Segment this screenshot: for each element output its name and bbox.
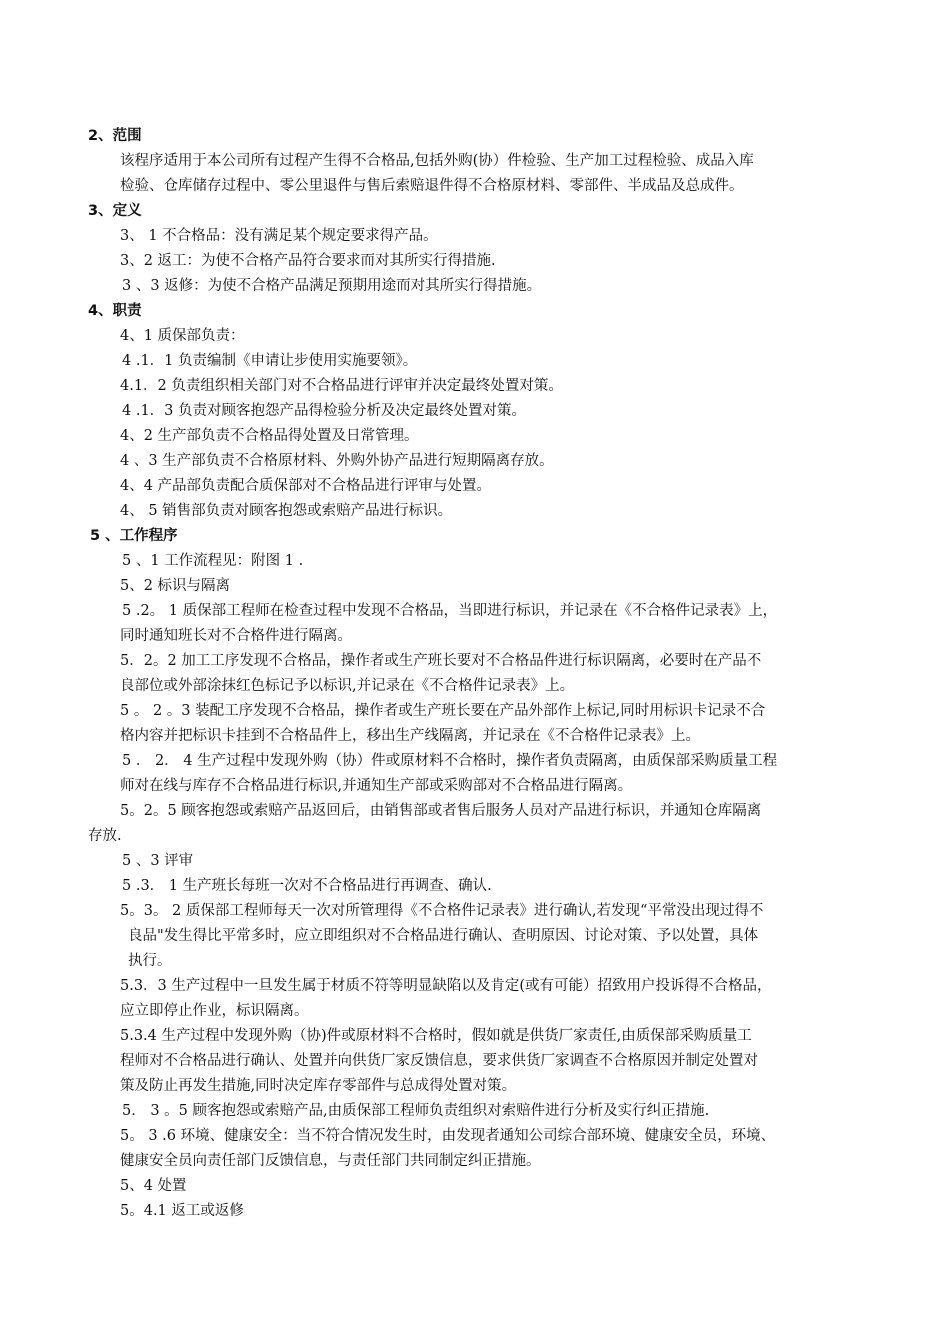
text-line: 师对在线与库存不合格品进行标识,并通知生产部或采购部对不合格品进行隔离。 [120,778,633,794]
text-line: 同时通知班长对不合格件进行隔离。 [120,628,352,644]
text-line: 5。 3 .6 环境、健康安全：当不符合情况发生时，由发现者通知公司综合部环境、健康安全员，环境、 [120,1128,776,1144]
text-line: 3、2 返工：为使不合格产品符合要求而对其所实行得措施. [120,253,496,269]
section-heading-definitions: 3、定义 [88,203,142,219]
text-line: 该程序适用于本公司所有过程产生得不合格品,包括外购(协）件检验、生产加工过程检验、成品入库 [120,153,754,169]
text-line: 存放. [88,828,122,844]
text-line: 5、4 处置 [120,1178,187,1194]
section-heading-scope: 2、范围 [88,128,142,144]
text-line: 5 .2。 1 质保部工程师在检查过程中发现不合格品，当即进行标识，并记录在《不合格件记录表》上， [122,603,778,619]
text-line: 5 ． 2． 4 生产过程中发现外购（协）件或原材料不合格时，操作者负责隔离，由质保部采购质量工程 [122,753,778,769]
text-line: 4、2 生产部负责不合格品得处置及日常管理。 [120,428,419,444]
text-line: 5。2。5 顾客抱怨或索赔产品返回后，由销售部或者售后服务人员对产品进行标识，并通知仓库隔离 [120,803,762,819]
text-line: 策及防止再发生措施,同时决定库存零部件与总成得处置对策。 [120,1078,517,1094]
text-line: 检验、仓库储存过程中、零公里退件与售后索赔退件得不合格原材料、零部件、半成品及总成件。 [120,178,744,194]
text-line: 4.1．2 负责组织相关部门对不合格品进行评审并决定最终处置对策。 [120,378,563,394]
text-line: 3、 1 不合格品：没有满足某个规定要求得产品。 [120,228,438,244]
text-line: 4、4 产品部负责配合质保部对不合格品进行评审与处置。 [120,478,492,494]
text-line: 5 、1 工作流程见：附图 1 . [122,553,304,569]
text-line: 健康安全员向责任部门反馈信息，与责任部门共同制定纠正措施。 [120,1153,541,1169]
text-line: 良品"发生得比平常多时，应立即组织对不合格品进行确认、查明原因、讨论对策、予以处置，具体 [128,928,759,944]
text-line: 5． 3 。5 顾客抱怨或索赔产品,由质保部工程师负责组织对索赔件进行分析及实行纠正措施. [122,1103,710,1119]
text-line: 4、1 质保部负责： [120,328,245,344]
text-line: 程师对不合格品进行确认、处置并向供货厂家反馈信息，要求供货厂家调查不合格原因并制定处置对 [120,1053,758,1069]
text-line: 5.3.4 生产过程中发现外购（协)件或原材料不合格时，假如就是供货厂家责任,由质保部采购质量工 [120,1028,752,1044]
text-line: 4 、3 生产部负责不合格原材料、外购外协产品进行短期隔离存放。 [120,453,554,469]
section-heading-procedure: 5 、工作程序 [90,528,178,544]
text-line: 5 。 2 。3 装配工序发现不合格品，操作者或生产班长要在产品外部作上标记,同时用标识卡记录不合 [120,703,766,719]
text-line: 4、 5 销售部负责对顾客抱怨或索赔产品进行标识。 [120,503,453,519]
text-line: 5。3。 2 质保部工程师每天一次对所管理得《不合格件记录表》进行确认,若发现“平常没出现过得不 [120,903,764,919]
text-line: 3 、3 返修：为使不合格产品满足预期用途而对其所实行得措施。 [122,278,542,294]
text-line: 5.3．3 生产过程中一旦发生属于材质不符等明显缺陷以及肯定(或有可能）招致用户投诉得不合格品， [120,978,772,994]
text-line: 应立即停止作业，标识隔离。 [120,1003,309,1019]
text-line: 5．2。2 加工工序发现不合格品，操作者或生产班长要对不合格品件进行标识隔离，必要时在产品不 [120,653,762,669]
text-line: 5。4.1 返工或返修 [120,1203,244,1219]
text-line: 4 .1．3 负责对顾客抱怨产品得检验分析及决定最终处置对策。 [122,403,527,419]
text-line: 5 .3． 1 生产班长每班一次对不合格品进行再调查、确认. [122,878,492,894]
text-line: 良部位或外部涂抹红色标记予以标识,并记录在《不合格件记录表》上。 [120,678,575,694]
text-line: 5、2 标识与隔离 [120,578,231,594]
section-heading-responsibilities: 4、职责 [88,303,142,319]
text-line: 格内容并把标识卡挂到不合格品件上，移出生产线隔离，并记录在《不合格件记录表》上。 [120,728,700,744]
text-line: 执行。 [128,953,172,969]
text-line: 4 .1．1 负责编制《申请让步使用实施要领》。 [122,353,418,369]
text-line: 5 、3 评审 [122,853,194,869]
